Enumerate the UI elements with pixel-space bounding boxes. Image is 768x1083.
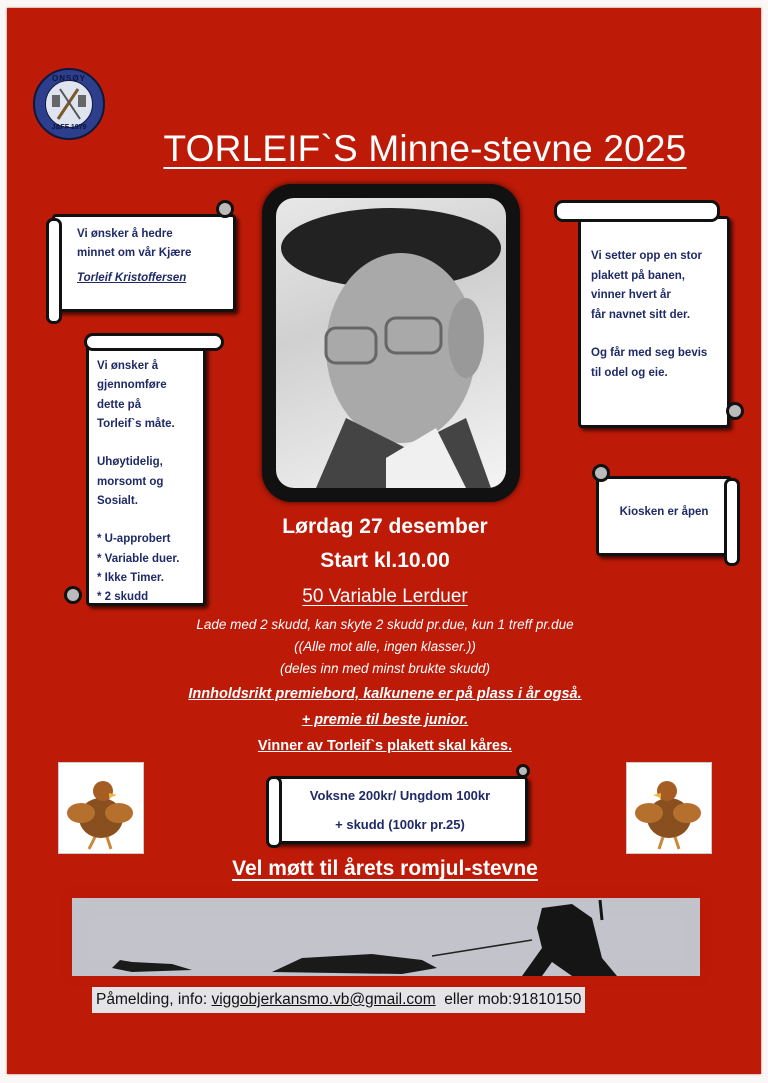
event-start: Start kl.10.00 (320, 549, 450, 572)
rule-1: Lade med 2 skudd, kan skyte 2 skudd pr.due, kun 1 treff pr.due (196, 617, 574, 632)
contact-email-link[interactable]: viggobjerkansmo.vb@gmail.com (211, 991, 436, 1008)
scroll-curl-icon (726, 402, 744, 420)
page-title: TORLEIF`S Minne-stevne 2025 (163, 128, 687, 169)
approach-line: Torleif`s måte. (97, 417, 175, 430)
turkey-icon (58, 762, 144, 854)
scroll-roll-icon (724, 478, 740, 566)
contact-footer (92, 987, 585, 1013)
plaque-line: vinner hvert år (591, 289, 671, 302)
logo-bottom-text: J&FF 1979 (51, 124, 87, 131)
scroll-roll-icon (46, 218, 62, 324)
prize-2: + premie til beste junior. (301, 712, 469, 728)
portrait-photo (276, 198, 506, 488)
contact-phone: eller mob:91810150 (435, 991, 582, 1008)
approach-line: Vi ønsker å (97, 360, 159, 372)
price-line-1: Voksne 200kr/ Ungdom 100kr (309, 788, 491, 803)
scroll-roll-icon (84, 333, 224, 351)
event-date: Lørdag 27 desember (282, 515, 488, 538)
approach-line: dette på (97, 398, 142, 411)
tribute-line-2: minnet om vår Kjære (77, 246, 192, 259)
tribute-name: Torleif Kristoffersen (77, 271, 187, 284)
prize-1: Innholdsrikt premiebord, kalkunene er på plass i år også. (188, 686, 582, 702)
scroll-prices (272, 776, 528, 844)
turkey-icon (626, 762, 712, 854)
portrait-frame (262, 184, 520, 502)
plaque-line: får navnet sitt der. (591, 308, 691, 321)
scroll-roll-icon (554, 200, 720, 222)
spacer (97, 434, 203, 453)
approach-line: gjennomføre (97, 379, 167, 392)
plaque-line: plakett på banen, (591, 269, 685, 282)
prize-3: Vinner av Torleif`s plakett skal kåres. (257, 738, 513, 754)
scroll-curl-icon (216, 200, 234, 218)
event-targets: 50 Variable Lerduer (302, 586, 468, 607)
club-emblem-icon (45, 80, 93, 128)
plaque-line: Og får med seg bevis (591, 347, 708, 360)
approach-line: * Variable duer. (97, 552, 180, 565)
rule-3: (deles inn med minst brukte skudd) (279, 661, 491, 676)
approach-line: * U-approbert (97, 533, 171, 546)
approach-line: Uhøytidelig, (97, 456, 163, 469)
rule-2: ((Alle mot alle, ingen klasser.)) (294, 639, 476, 654)
approach-line: Sosialt. (97, 494, 138, 507)
approach-line: morsomt og (97, 475, 164, 488)
kiosk-text: Kiosken er åpen (619, 506, 709, 518)
price-line-2: + skudd (100kr pr.25) (335, 817, 465, 832)
contact-label: Påmelding, info: (96, 991, 212, 1008)
logo-top-text: ONSØY (52, 74, 86, 83)
approach-line: * Ikke Timer. (97, 571, 164, 584)
scroll-plaque (578, 216, 730, 428)
scroll-curl-icon (592, 464, 610, 482)
approach-line: * 2 skudd (97, 591, 149, 604)
scroll-roll-icon (266, 776, 282, 848)
plaque-line: til odel og eie. (591, 366, 668, 379)
hunter-dog-banner (72, 898, 700, 976)
spacer (591, 325, 727, 344)
scroll-curl-icon (516, 764, 530, 778)
welcome-heading: Vel møtt til årets romjul-stevne (232, 857, 538, 880)
tribute-line-1: Vi ønsker å hedre (77, 228, 173, 240)
scroll-tribute (52, 214, 236, 312)
scroll-curl-icon (64, 586, 82, 604)
plaque-line: Vi setter opp en stor (591, 250, 702, 262)
